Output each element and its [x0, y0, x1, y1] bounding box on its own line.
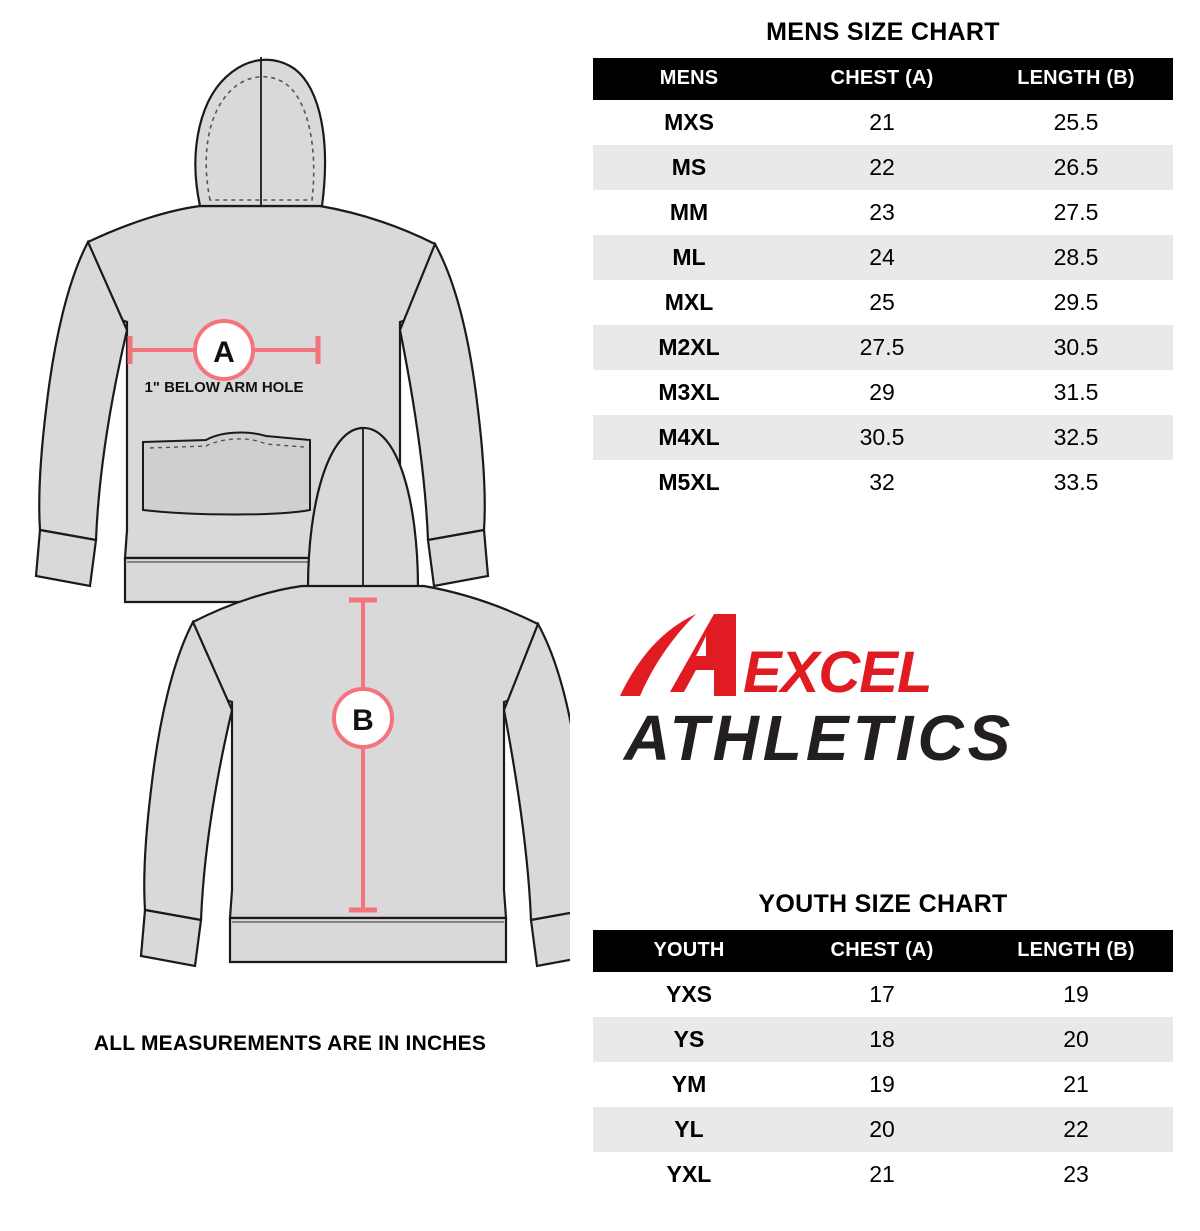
table-row: [593, 1152, 1173, 1197]
cell-chest: 20: [785, 1107, 979, 1152]
youth-size-chart-table: [593, 930, 1173, 1197]
table-row: [593, 190, 1173, 235]
cell-size: MM: [593, 190, 785, 235]
cell-length: 21: [979, 1062, 1173, 1107]
mens-chart-title: MENS SIZE CHART: [766, 18, 1000, 46]
youth-chart-title: YOUTH SIZE CHART: [758, 890, 1008, 918]
table-row: [593, 235, 1173, 280]
logo-a-mark: [620, 614, 736, 696]
table-row: [593, 1107, 1173, 1152]
table-row: [593, 1062, 1173, 1107]
cell-chest: 30.5: [785, 415, 979, 460]
cell-chest: 27.5: [785, 325, 979, 370]
chest-measure-note: 1" BELOW ARM HOLE: [144, 379, 304, 396]
table-row: [593, 460, 1173, 505]
measurements-footnote: ALL MEASUREMENTS ARE IN INCHES: [93, 1032, 487, 1055]
cell-size: YM: [593, 1062, 785, 1107]
table-row: [593, 280, 1173, 325]
cell-chest: 32: [785, 460, 979, 505]
cell-chest: 18: [785, 1017, 979, 1062]
cell-chest: 23: [785, 190, 979, 235]
cell-size: M4XL: [593, 415, 785, 460]
cell-chest: 24: [785, 235, 979, 280]
mens-size-chart-table: [593, 58, 1173, 505]
hoodie-front-illustration: [36, 57, 488, 602]
cell-size: MXL: [593, 280, 785, 325]
excel-athletics-logo: [610, 600, 1170, 780]
cell-chest: 21: [785, 1152, 979, 1197]
cell-length: 27.5: [979, 190, 1173, 235]
cell-size: MXS: [593, 100, 785, 145]
cell-length: 20: [979, 1017, 1173, 1062]
table-row: [593, 1017, 1173, 1062]
cell-size: MS: [593, 145, 785, 190]
cell-size: YL: [593, 1107, 785, 1152]
cell-size: M3XL: [593, 370, 785, 415]
column-header-length: LENGTH (B): [979, 930, 1173, 972]
cell-size: YXL: [593, 1152, 785, 1197]
table-header-row: [593, 58, 1173, 100]
cell-size: M2XL: [593, 325, 785, 370]
cell-length: 30.5: [979, 325, 1173, 370]
column-header-length: LENGTH (B): [979, 58, 1173, 100]
cell-length: 28.5: [979, 235, 1173, 280]
length-marker-label: B: [352, 704, 374, 737]
mens-size-chart-block: [593, 18, 1173, 505]
cell-length: 23: [979, 1152, 1173, 1197]
cell-length: 32.5: [979, 415, 1173, 460]
cell-size: YS: [593, 1017, 785, 1062]
cell-length: 29.5: [979, 280, 1173, 325]
column-header-chest: CHEST (A): [785, 58, 979, 100]
cell-length: 26.5: [979, 145, 1173, 190]
table-row: [593, 325, 1173, 370]
column-header-size: YOUTH: [593, 930, 785, 972]
cell-chest: 17: [785, 972, 979, 1017]
cell-chest: 19: [785, 1062, 979, 1107]
youth-size-chart-block: [593, 890, 1173, 1197]
table-header-row: [593, 930, 1173, 972]
cell-size: ML: [593, 235, 785, 280]
cell-length: 19: [979, 972, 1173, 1017]
hoodie-diagram: [10, 10, 570, 1020]
column-header-chest: CHEST (A): [785, 930, 979, 972]
cell-length: 31.5: [979, 370, 1173, 415]
column-header-size: MENS: [593, 58, 785, 100]
table-row: [593, 972, 1173, 1017]
cell-chest: 25: [785, 280, 979, 325]
brand-logo: [610, 600, 1170, 780]
logo-word-athletics: ATHLETICS: [624, 702, 1015, 774]
table-row: [593, 415, 1173, 460]
cell-length: 33.5: [979, 460, 1173, 505]
cell-chest: 22: [785, 145, 979, 190]
table-row: [593, 100, 1173, 145]
cell-size: M5XL: [593, 460, 785, 505]
cell-length: 22: [979, 1107, 1173, 1152]
chest-marker-label: A: [213, 336, 235, 369]
illustration-panel: [0, 0, 580, 1231]
cell-size: YXS: [593, 972, 785, 1017]
cell-chest: 21: [785, 100, 979, 145]
cell-chest: 29: [785, 370, 979, 415]
table-row: [593, 145, 1173, 190]
cell-length: 25.5: [979, 100, 1173, 145]
logo-word-excel: EXCEL: [743, 640, 932, 705]
table-row: [593, 370, 1173, 415]
